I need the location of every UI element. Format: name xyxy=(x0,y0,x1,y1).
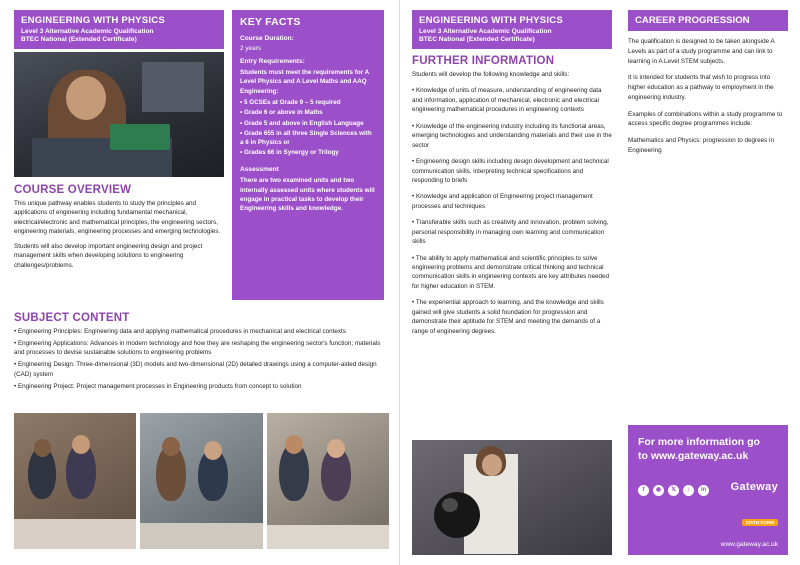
strip-photo-2 xyxy=(140,413,262,549)
subject-content-item: • Engineering Design: Three-dimensional (3D) models and two-dimensional (2D) detailed drawings using a computer-aided design (CAD) system xyxy=(14,361,377,378)
further-information-item: • Knowledge and application of Engineering project management processes and techniques xyxy=(412,193,593,210)
entry-requirement-item: • Grades 66 in Synergy or Trilogy xyxy=(240,148,339,156)
course-duration-label: Course Duration: xyxy=(240,35,294,42)
assessment-label: Assessment xyxy=(240,166,279,174)
further-information-item: • The experiential approach to learning, and the knowledge and skills gained will give students a solid foundation for progression and demonstrate their aptitude for STEM and meeting the demands of a range of engineering degrees. xyxy=(412,299,604,335)
hero-photo-equipment xyxy=(142,62,204,112)
entry-requirements-list xyxy=(240,98,376,157)
subject-content-item: • Engineering Project: Project management processes in Engineering products from concept to solution xyxy=(14,382,302,390)
further-information-heading: FURTHER INFORMATION xyxy=(412,55,555,67)
entry-requirement-item: • Grade 6 or above in Maths xyxy=(240,109,323,117)
subject-content-list xyxy=(14,327,389,391)
further-information-intro: Students will develop the following knowledge and skills: xyxy=(412,71,570,78)
assessment-text: There are two examined units and two internally assessed units where students will engage in practical tasks to develop their Engineering skills and knowledge. xyxy=(240,177,375,213)
entry-requirements-label: Entry Requirements: xyxy=(240,58,305,65)
right-column xyxy=(628,10,788,163)
further-information-item: • The ability to apply mathematical and scientific principles to solve engineering problems and demonstrate critical thinking and technical communication skills in engineering contexts are key attributes needed for higher education in STEM. xyxy=(412,254,610,290)
hero-photo-face xyxy=(66,76,106,120)
course-header-left xyxy=(14,10,224,49)
footer-url[interactable]: www.gateway.ac.uk xyxy=(720,541,778,548)
key-facts-panel xyxy=(232,10,384,300)
career-progression-p2: It is intended for students that wish to progress into higher education as a pathway to employment in the engineering industry. xyxy=(628,74,774,101)
course-level: Level 3 Alternative Academic Qualification xyxy=(21,28,154,35)
subject-content-section xyxy=(14,305,389,394)
photo-strip xyxy=(14,413,389,549)
course-title: ENGINEERING WITH PHYSICS xyxy=(21,15,165,26)
left-column xyxy=(14,10,224,270)
gateway-logo xyxy=(731,481,778,529)
linkedin-icon[interactable]: in xyxy=(698,485,709,496)
entry-requirement-item: • Grade 5 and above in English Language xyxy=(240,119,364,127)
hero-photo-circuit-board xyxy=(110,124,170,150)
gateway-logo-name: Gateway xyxy=(730,481,778,493)
career-progression-p4: Mathematics and Physics: progression to degrees in Engineering xyxy=(628,137,774,154)
course-overview-heading: COURSE OVERVIEW xyxy=(14,184,132,196)
further-information-item: • Transferable skills such as creativity and innovation, problem solving, personal responsibility in managing own learning and communication skills xyxy=(412,219,609,246)
course-qualification-2: BTEC National (Extended Certificate) xyxy=(419,36,535,43)
strip-photo-1 xyxy=(14,413,136,549)
facebook-icon[interactable]: f xyxy=(638,485,649,496)
lab-photo xyxy=(412,440,612,555)
further-information-item: • Engineering design skills including design development and technical communication skills, interpreting technical specifications and responding to briefs xyxy=(412,158,609,184)
career-progression-heading: CAREER PROGRESSION xyxy=(628,10,788,31)
subject-content-item: • Engineering Principles: Engineering data and applying mathematical procedures in mechanical and electrical contexts xyxy=(14,328,346,335)
course-header-right xyxy=(412,10,612,49)
entry-requirement-item: • 5 GCSEs at Grade 9 – 5 required xyxy=(240,99,341,107)
strip-photo-3 xyxy=(267,413,389,549)
gateway-logo-sub: SIXTH FORM xyxy=(742,519,778,526)
hero-photo xyxy=(14,52,224,177)
course-title-2: ENGINEERING WITH PHYSICS xyxy=(419,15,563,26)
career-progression-p3: Examples of combinations within a study programme to access specific degree programmes include: xyxy=(628,110,783,128)
further-information-item: • Knowledge of units of measure, understanding of engineering data and information, application of mechanical, electronic and electrical engineering mathematical procedures in engineering contexts xyxy=(412,87,602,114)
subject-content-heading: SUBJECT CONTENT xyxy=(14,312,130,324)
subject-content-item: • Engineering Applications: Advances in modern technology and how they are reshaping the engineering sector's function; materials and processes to devise sustainable solutions to engineering problems xyxy=(14,339,381,357)
cta-line-1: For more information go xyxy=(638,436,760,448)
key-facts-heading: KEY FACTS xyxy=(240,16,301,28)
further-information-item: • Knowledge of the engineering industry including its functional areas, emerging technologies and understanding materials and their use in the sector xyxy=(412,122,612,149)
entry-requirement-item: • Grade 655 in all three Single Sciences with a 6 in Physics or xyxy=(240,129,372,146)
cta-panel xyxy=(628,425,788,555)
course-level-2: Level 3 Alternative Academic Qualification xyxy=(419,28,552,35)
career-progression-body xyxy=(628,37,788,156)
course-overview-p1: This unique pathway enables students to study the principles and applications of engineering including fundamental mechanical, electrical/electronic and mathematical principles, the engineering sectors, engineering materials, engineering processes and emerging technologies. xyxy=(14,200,221,236)
page-divider xyxy=(399,0,400,565)
tiktok-icon[interactable]: ♪ xyxy=(683,485,694,496)
course-overview-p2: Students will also develop important engineering design and project management skills when developing solutions to engineering challenges/problems. xyxy=(14,242,203,269)
instagram-icon[interactable]: ◉ xyxy=(653,485,664,496)
course-qualification: BTEC National (Extended Certificate) xyxy=(21,36,137,43)
middle-column xyxy=(412,10,612,336)
entry-requirements-intro: Students must meet the requirements for A Level Physics and A Level Maths and AAQ Engineering: xyxy=(240,69,369,95)
x-twitter-icon[interactable]: 𝕏 xyxy=(668,485,679,496)
course-duration-value: 2 years xyxy=(240,45,261,52)
career-progression-p1: The qualification is designed to be taken alongside A Levels as part of a study programme and can link to learning in A Level STEM subjects. xyxy=(628,38,775,65)
cta-line-2[interactable]: to www.gateway.ac.uk xyxy=(638,450,749,463)
